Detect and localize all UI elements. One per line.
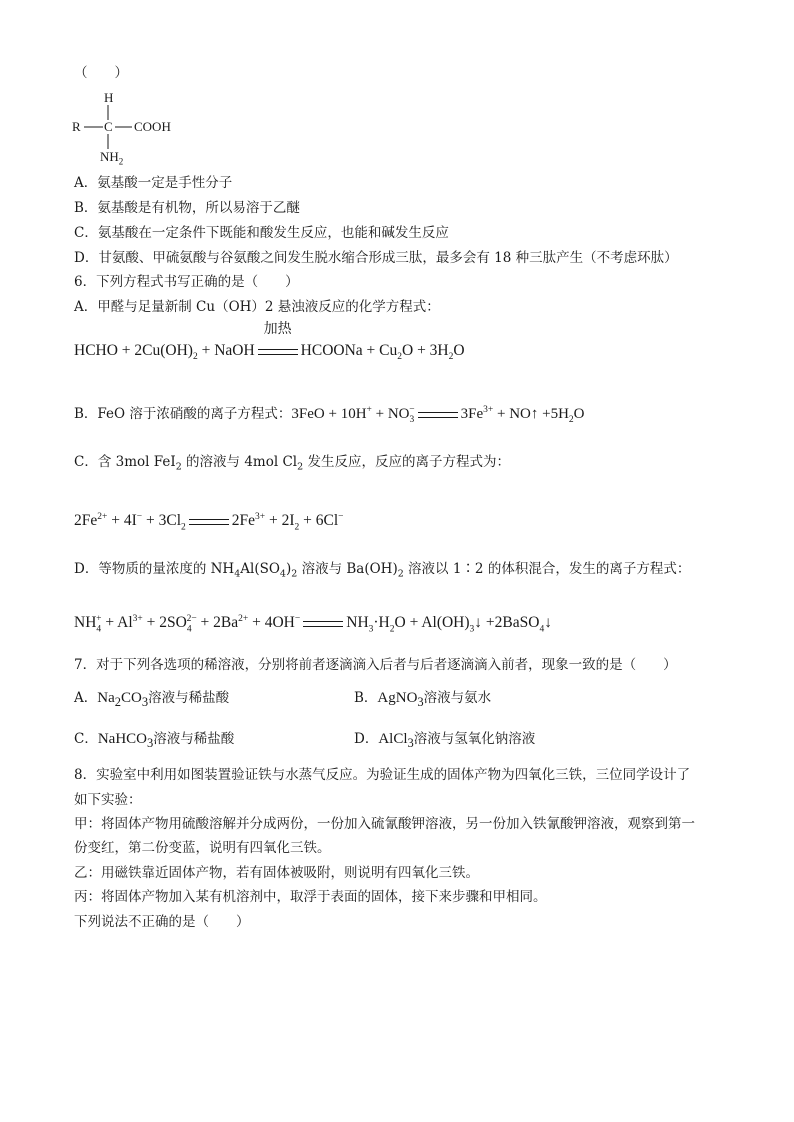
q5-option-a: A．氨基酸一定是手性分子 bbox=[74, 175, 233, 191]
q8-line-4: 份变红，第二份变蓝，说明有四氧化三铁。 bbox=[74, 840, 331, 856]
q5-option-d: D．甘氨酸、甲硫氨酸与谷氨酸之间发生脱水缩合形成三肽，最多会有 18 种三肽产生（不考虑环肽） bbox=[74, 250, 678, 266]
struct-nh2: $NH_2$ bbox=[100, 149, 124, 167]
q7-option-d: D．AlCl$_3$溶液与氢氧化钠溶液 bbox=[354, 731, 536, 750]
struct-cooh: COOH bbox=[134, 119, 171, 134]
q7-option-b: B．AgNO$_3$溶液与氨水 bbox=[354, 690, 492, 709]
q6-stem: 6．下列方程式书写正确的是（ ） bbox=[74, 274, 299, 290]
q7-option-a: A．$Na_2CO_3$溶液与稀盐酸 bbox=[74, 690, 230, 709]
q6-d-equation: $NH_4^+ + Al^{3+} + 2SO_4^{2-} + 2Ba^{2+} + 4OH^-$ $NH_3\cdot H_2O$ + $Al(OH)_3↓$ +2BaSO$_4$↓ bbox=[74, 614, 552, 635]
struct-r: R bbox=[72, 119, 81, 134]
struct-c: C bbox=[104, 119, 113, 134]
q5-option-b: B．氨基酸是有机物，所以易溶于乙醚 bbox=[74, 200, 300, 216]
q8-line-7: 下列说法不正确的是（ ） bbox=[74, 914, 250, 930]
q8-line-6: 丙：将固体产物加入某有机溶剂中，取浮于表面的固体，接下来步骤和甲相同。 bbox=[74, 889, 547, 905]
q8-line-1: 8．实验室中利用如图装置验证铁与水蒸气反应。为验证生成的固体产物为四氧化三铁，三位同学设计了 bbox=[74, 767, 691, 783]
amino-acid-structure bbox=[70, 90, 190, 170]
q6-a-equation: HCHO + $2Cu(OH)_2$ + NaOH 加热 HCOONa + $Cu_2O + 3H_2O$ bbox=[74, 340, 465, 368]
q6-a-text: A．甲醛与足量新制 Cu（OH）2 悬浊液反应的化学方程式： bbox=[74, 299, 440, 315]
q8-line-5: 乙：用磁铁靠近固体产物，若有固体被吸附，则说明有四氧化三铁。 bbox=[74, 865, 479, 881]
q6-d-text: D．等物质的量浓度的 $NH_4Al(SO_4)_2$ 溶液与 $Ba(OH)_2$ 溶液以 1∶2 的体积混合，发生的离子方程式： bbox=[74, 561, 691, 580]
q7-option-c: C．NaHCO$_3$溶液与稀盐酸 bbox=[74, 731, 235, 750]
q8-line-3: 甲：将固体产物用硫酸溶解并分成两份，一份加入硫氰酸钾溶液，另一份加入铁氰酸钾溶液，观察到第一 bbox=[74, 816, 695, 832]
q6-b-prefix: B．FeO 溶于浓硝酸的离子方程式： bbox=[74, 406, 292, 422]
struct-h: H bbox=[104, 90, 114, 105]
heat-label: 加热 bbox=[263, 321, 292, 338]
q7-stem: 7．对于下列各选项的稀溶液，分别将前者逐滴滴入后者与后者逐滴滴入前者，现象一致的是（ ） bbox=[74, 657, 677, 673]
q5-paren: （ ） bbox=[74, 65, 128, 81]
q8-line-2: 如下实验： bbox=[74, 792, 142, 808]
bond-lines bbox=[70, 90, 190, 170]
q6-b-line: B．FeO 溶于浓硝酸的离子方程式：$3FeO + 10H^+ + NO_3^-$ $3Fe^{3+}$ + NO↑ $+5H_2O$ bbox=[74, 405, 585, 425]
heat-condition bbox=[255, 321, 301, 362]
q6-c-equation: $2Fe^{2+} + 4I^- + 3Cl_2$ $2Fe^{3+} + 2I_2 + 6Cl^-$ bbox=[74, 512, 344, 533]
q5-option-c: C．氨基酸在一定条件下既能和酸发生反应，也能和碱发生反应 bbox=[74, 225, 449, 241]
q6-c-text: C．含 3mol FeI$_2$ 的溶液与 4mol $Cl_2$ 发生反应，反应的离子方程式为： bbox=[74, 454, 510, 473]
